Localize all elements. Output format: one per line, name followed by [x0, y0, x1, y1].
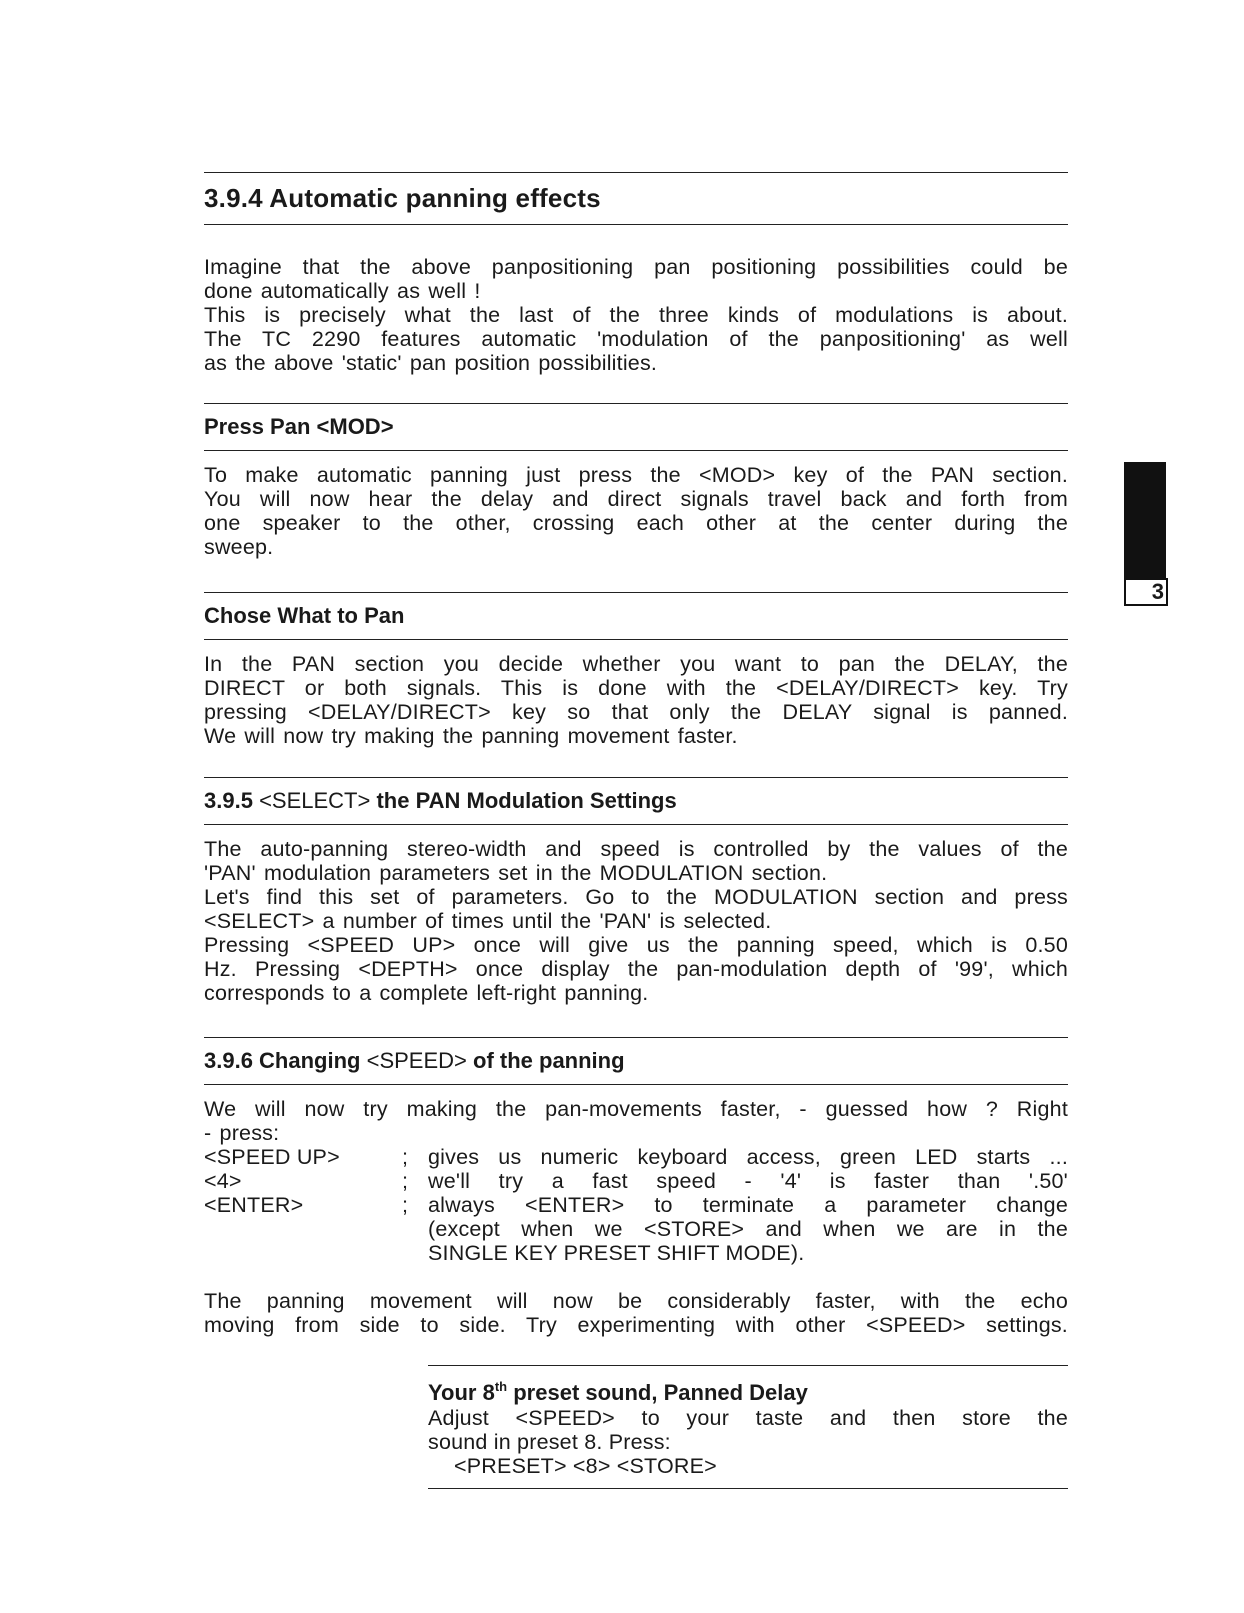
preset-callout: [428, 1365, 1068, 1489]
step-desc: we'll try a fast speed - '4' is faster than '.50': [428, 1169, 1068, 1193]
section-3-9-5: [204, 777, 1068, 1005]
subsection-heading: Press Pan <MOD>: [204, 414, 394, 439]
chapter-tab-bar: [1124, 462, 1166, 578]
subsection-press-pan-mod: [204, 403, 1068, 559]
section-body: Imagine that the above panpositioning pan positioning possibilities could be done automatically as well ! This is precisely what the last of the three kinds of modulations is about. The TC 2290 features automatic 'modulation of the panpositioning' as well as the above 'static' pan position possibilities.: [204, 255, 1068, 375]
step-row: <SPEED UP> ; gives us numeric keyboard access, green LED starts ...: [204, 1145, 1068, 1169]
section-3-9-6: [204, 1037, 1068, 1337]
key-steps: [204, 1145, 1068, 1265]
section-heading: 3.9.6 Changing <SPEED> of the panning: [204, 1048, 625, 1073]
preset-title: Your 8th preset sound, Panned Delay: [428, 1379, 808, 1405]
step-desc-continued: (except when we <STORE> and when we are in the SINGLE KEY PRESET SHIFT MODE).: [428, 1217, 1068, 1265]
step-key: <4>: [204, 1169, 242, 1193]
step-key: <ENTER>: [204, 1193, 304, 1217]
step-key: <SPEED UP>: [204, 1145, 340, 1169]
preset-body: Adjust <SPEED> to your taste and then store the sound in preset 8. Press: <PRESET> <8> <STORE>: [428, 1406, 1068, 1478]
step-row: <ENTER> ; always <ENTER> to terminate a parameter change: [204, 1193, 1068, 1217]
divider: [428, 1365, 1068, 1366]
subsection-chose-what-to-pan: [204, 592, 1068, 748]
subsection-body: To make automatic panning just press the <MOD> key of the PAN section. You will now hear the delay and direct signals travel back and forth from one speaker to the other, crossing each other at the center during the sweep.: [204, 463, 1068, 559]
subsection-heading: Chose What to Pan: [204, 603, 405, 628]
step-row: <4> ; we'll try a fast speed - '4' is faster than '.50': [204, 1169, 1068, 1193]
section-3-9-4: [204, 172, 1068, 375]
section-heading: 3.9.5 <SELECT> the PAN Modulation Settings: [204, 788, 677, 813]
step-desc: gives us numeric keyboard access, green LED starts ...: [428, 1145, 1068, 1169]
preset-keys: <PRESET> <8> <STORE>: [454, 1454, 717, 1478]
subsection-body: In the PAN section you decide whether you want to pan the DELAY, the DIRECT or both signals. This is done with the <DELAY/DIRECT> key. Try pressing <DELAY/DIRECT> key so that only the DELAY signal is panned. We will now try making the panning movement faster.: [204, 652, 1068, 748]
section-intro: We will now try making the pan-movements faster, - guessed how ? Right - press:: [204, 1097, 1068, 1145]
section-body: The auto-panning stereo-width and speed is controlled by the values of the 'PAN' modulation parameters set in the MODULATION section. Let's find this set of parameters. Go to the MODULATION section and press <SELECT> a number of times until the 'PAN' is selected. Pressing <SPEED UP> once will give us the panning speed, which is 0.50 Hz. Pressing <DEPTH> once display the pan-modulation depth of '99', which corresponds to a complete left-right panning.: [204, 837, 1068, 1005]
section-heading: 3.9.4 Automatic panning effects: [204, 183, 601, 213]
divider: [428, 1488, 1068, 1489]
step-desc: always <ENTER> to terminate a parameter change: [428, 1193, 1068, 1217]
chapter-number: 3: [1124, 578, 1168, 606]
section-outro: The panning movement will now be considerably faster, with the echo moving from side to side. Try experimenting with other <SPEED> settings.: [204, 1289, 1068, 1337]
